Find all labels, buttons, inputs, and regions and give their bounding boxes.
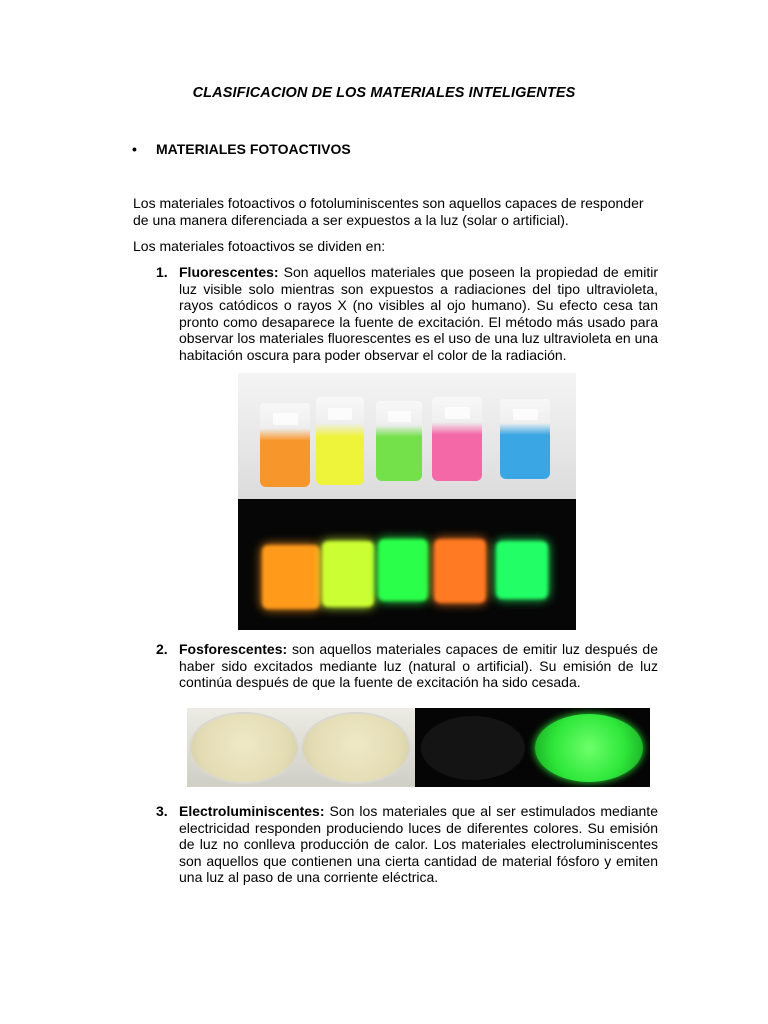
- section-heading: MATERIALES FOTOACTIVOS: [156, 141, 351, 157]
- list-item-number: 1.: [156, 264, 168, 280]
- list-item-body: [179, 641, 658, 691]
- list-item-text: Son aquellos materiales que poseen la propiedad de emitir luz visible solo mientras son expuestos a radiaciones del tipo ultravioleta, rayos catódicos o rayos X (no visibles al ojo humano). Su efecto cesa tan pronto como desaparece la fuente de excitación. El método más usado para observar los materiales fluorescentes es el uso de una luz ultravioleta en una habitación oscura para poder observar el color de la radiación.: [179, 264, 658, 363]
- powder-glow-orange-2: [434, 539, 486, 603]
- division-paragraph: Los materiales fotoactivos se dividen en:: [133, 238, 386, 254]
- powders-uv-panel: [238, 499, 576, 630]
- powder-bag-orange: [260, 403, 310, 487]
- list-item-text: Son los materiales que al ser estimulados mediante electricidad responden produciendo luces de diferentes colores. Su emisión de luz no conlleva producción de calor. Los materiales electroluminiscentes son aquellos que contienen una cierta cantidad de material fósforo y emiten una luz al paso de una corriente eléctrica.: [179, 803, 658, 885]
- list-item-term: Fosforescentes:: [179, 641, 288, 657]
- list-item-body: [179, 803, 658, 886]
- list-item-number: 2.: [156, 641, 168, 657]
- powder-glow-orange: [262, 545, 320, 609]
- dish-dark-1: [421, 716, 525, 780]
- list-item-number: 3.: [156, 803, 168, 819]
- list-item-term: Electroluminiscentes:: [179, 803, 325, 819]
- dishes-daylight-panel: [187, 708, 415, 787]
- powder-bag-pink: [432, 397, 482, 481]
- powders-daylight-panel: [238, 373, 576, 499]
- list-item-text: son aquellos materiales capaces de emitir luz después de haber sido excitados mediante luz (natural o artificial). Su emisión de luz continúa después de que la fuente de excitación ha sido cesada.: [179, 641, 658, 690]
- powder-glow-yellow: [322, 541, 374, 607]
- powder-glow-green: [378, 539, 428, 601]
- phosphorescent-dishes-photo: [187, 708, 650, 787]
- dish-daylight-1: [191, 714, 297, 782]
- powder-bag-green: [376, 401, 422, 481]
- powder-bag-blue: [500, 399, 550, 479]
- bullet-icon: •: [132, 141, 137, 157]
- powder-bag-yellow: [316, 397, 364, 485]
- dishes-dark-panel: [415, 708, 650, 787]
- list-item-body: [179, 264, 658, 363]
- list-item-term: Fluorescentes:: [179, 264, 279, 280]
- intro-paragraph: Los materiales fotoactivos o fotoluminiscentes son aquellos capaces de responder de una manera diferenciada a ser expuestos a la luz (solar o artificial).: [133, 195, 644, 228]
- dish-glow: [535, 714, 643, 782]
- powder-glow-green-2: [496, 541, 548, 599]
- document-title: CLASIFICACION DE LOS MATERIALES INTELIGENTES: [192, 85, 576, 101]
- dish-daylight-2: [303, 714, 409, 782]
- fluorescent-powders-photo: [238, 373, 576, 630]
